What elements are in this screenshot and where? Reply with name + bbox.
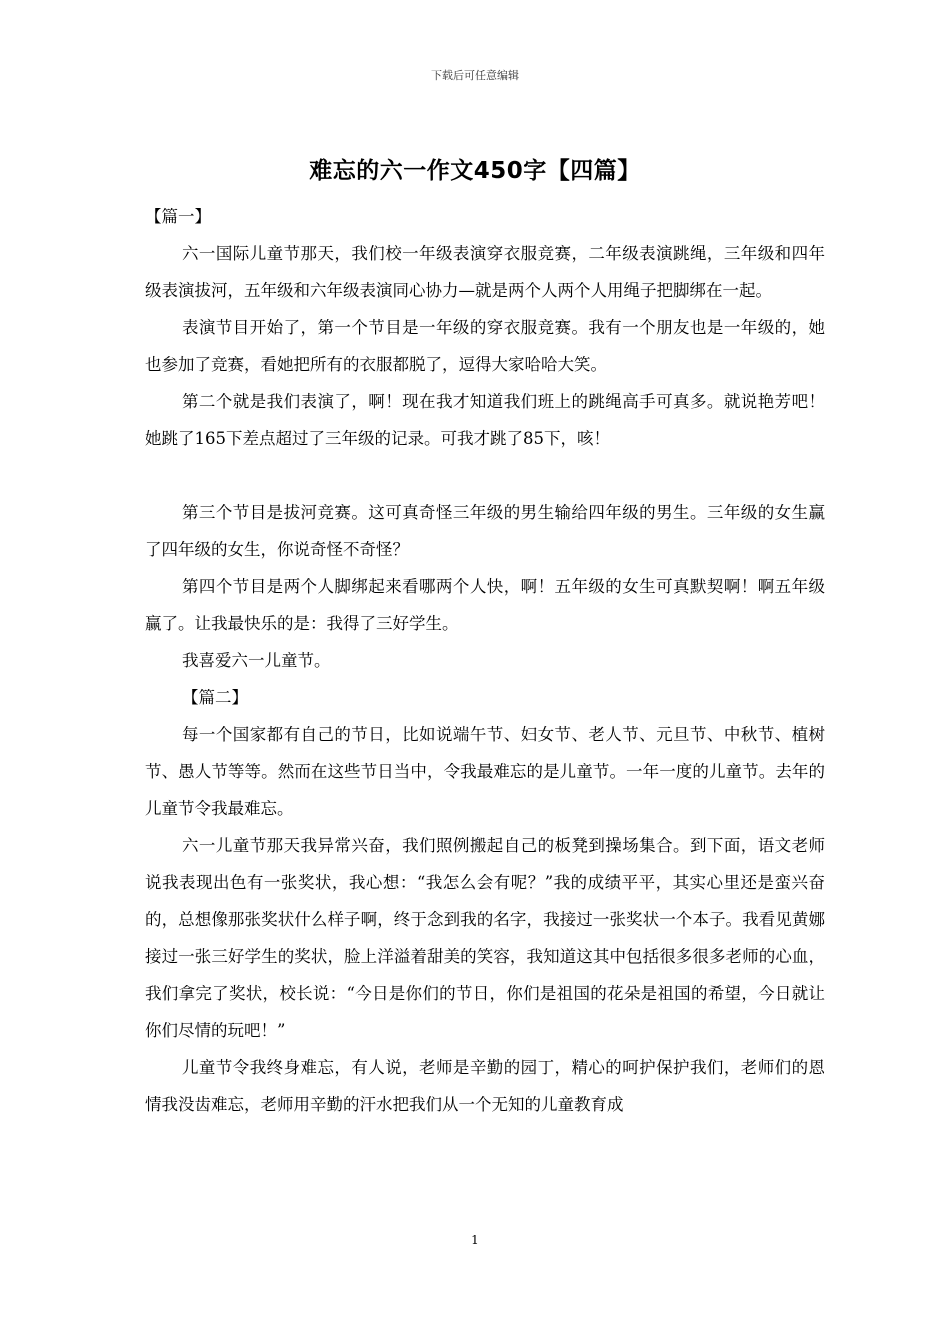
paragraph: 我喜爱六一儿童节。 [182, 651, 331, 670]
section-heading-1: 【篇一】 [145, 207, 211, 226]
page-header-note: 下载后可任意编辑 [431, 69, 519, 82]
paragraph: 第三个节目是拔河竞赛。这可真奇怪三年级的男生输给四年级的男生。三年级的女生赢了四年级的女生，你说奇怪不奇怪？ [145, 503, 825, 559]
paragraph: 儿童节令我终身难忘，有人说，老师是辛勤的园丁，精心的呵护保护我们，老师们的恩情我没齿难忘，老师用辛勤的汗水把我们从一个无知的儿童教育成 [145, 1058, 825, 1114]
section-heading-2: 【篇二】 [182, 688, 248, 707]
paragraph: 表演节目开始了，第一个节目是一年级的穿衣服竞赛。我有一个朋友也是一年级的，她也参加了竞赛，看她把所有的衣服都脱了，逗得大家哈哈大笑。 [145, 318, 825, 374]
blank-line [145, 457, 825, 494]
paragraph: 每一个国家都有自己的节日，比如说端午节、妇女节、老人节、元旦节、中秋节、植树节、愚人节等等。然而在这些节日当中，令我最难忘的是儿童节。一年一度的儿童节。去年的儿童节令我最难忘。 [145, 725, 825, 818]
paragraph: 六一儿童节那天我异常兴奋，我们照例搬起自己的板凳到操场集合。到下面，语文老师说我表现出色有一张奖状，我心想：“我怎么会有呢？”我的成绩平平，其实心里还是蛮兴奋的，总想像那张奖状什么样子啊，终于念到我的名字，我接过一张奖状一个本子。我看见黄娜接过一张三好学生的奖状，脸上洋溢着甜美的笑容，我知道这其中包括很多很多老师的心血，我们拿完了奖状，校长说：“今日是你们的节日，你们是祖国的花朵是祖国的希望，今日就让你们尽情的玩吧！” [145, 836, 825, 1040]
document-body [145, 198, 825, 1123]
page-number: 1 [471, 1233, 479, 1247]
document-title: 难忘的六一作文450字【四篇】 [309, 158, 641, 184]
paragraph: 第二个就是我们表演了，啊！现在我才知道我们班上的跳绳高手可真多。就说艳芳吧！她跳了165下差点超过了三年级的记录。可我才跳了85下，咳！ [145, 392, 825, 448]
paragraph: 第四个节目是两个人脚绑起来看哪两个人快，啊！五年级的女生可真默契啊！啊五年级赢了。让我最快乐的是：我得了三好学生。 [145, 577, 825, 633]
paragraph: 六一国际儿童节那天，我们校一年级表演穿衣服竞赛，二年级表演跳绳，三年级和四年级表演拔河，五年级和六年级表演同心协力—就是两个人两个人用绳子把脚绑在一起。 [145, 244, 825, 300]
